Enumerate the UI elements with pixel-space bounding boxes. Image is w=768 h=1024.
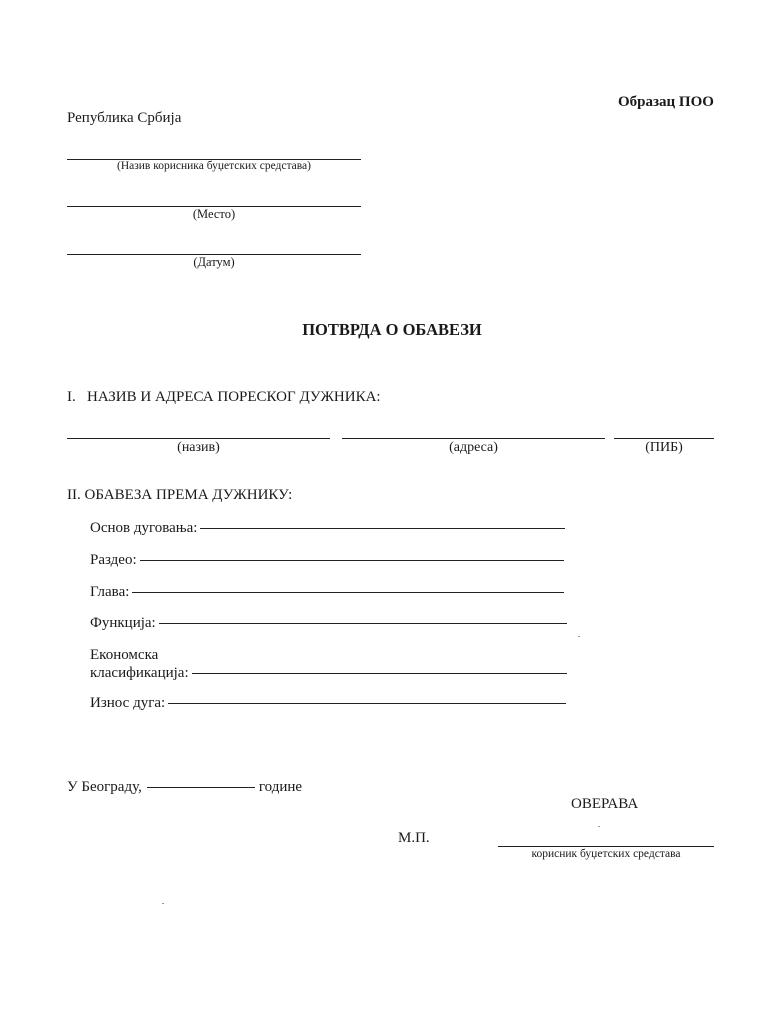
field-chapter-line[interactable] <box>132 592 564 593</box>
document-title: ПОТВРДА О ОБАВЕЗИ <box>302 320 482 339</box>
republic-label: Република Србија <box>67 110 182 126</box>
field-chapter <box>90 584 564 601</box>
field-debt-amount-line[interactable] <box>168 703 566 704</box>
signature-line[interactable] <box>498 846 714 847</box>
section-1-heading: I. НАЗИВ И АДРЕСА ПОРЕСКОГ ДУЖНИКА: <box>67 389 381 405</box>
field-chapter-label: Глава: <box>90 584 130 600</box>
field-function-label: Функција: <box>90 615 156 631</box>
field-function <box>90 615 567 632</box>
field-economic-class-label-line1: Економска <box>90 647 159 663</box>
section-2-heading: II. ОБАВЕЗА ПРЕМА ДУЖНИКУ: <box>67 487 293 503</box>
debtor-address-caption: (адреса) <box>449 440 498 455</box>
place-suffix: године <box>258 779 303 795</box>
debtor-address-line[interactable] <box>342 438 605 439</box>
form-code: Образац ПОО <box>618 94 714 110</box>
field-debt-amount-label: Износ дуга: <box>90 695 166 711</box>
scan-speck <box>162 903 164 904</box>
scan-speck <box>578 636 580 637</box>
field-debt-basis-line[interactable] <box>200 528 565 529</box>
date-caption: (Датум) <box>193 255 235 269</box>
field-economic-class <box>90 665 567 682</box>
stamp-label: М.П. <box>398 830 430 846</box>
field-function-line[interactable] <box>159 623 567 624</box>
field-debt-amount <box>90 695 566 712</box>
place-prefix: У Београду, <box>67 779 142 795</box>
debtor-pib-line[interactable] <box>614 438 714 439</box>
debtor-pib-caption: (ПИБ) <box>645 440 683 455</box>
certifies-label: ОВЕРАВА <box>571 796 639 812</box>
field-debt-basis-label: Основ дуговања: <box>90 520 198 536</box>
place-date-row <box>67 779 302 796</box>
scan-speck <box>598 826 600 827</box>
field-economic-class-line[interactable] <box>192 673 567 674</box>
field-division-line[interactable] <box>140 560 564 561</box>
debtor-name-caption: (назив) <box>177 440 220 455</box>
signature-caption: корисник буџетских средстава <box>531 848 681 860</box>
field-economic-class-label: класификација: <box>90 665 189 681</box>
field-division-label: Раздео: <box>90 552 137 568</box>
budget-user-name-caption: (Назив корисника буџетских средстава) <box>116 160 311 172</box>
debtor-name-line[interactable] <box>67 438 330 439</box>
place-caption: (Место) <box>192 207 236 221</box>
year-line[interactable] <box>147 787 255 788</box>
field-debt-basis <box>90 520 565 537</box>
field-division <box>90 552 564 569</box>
